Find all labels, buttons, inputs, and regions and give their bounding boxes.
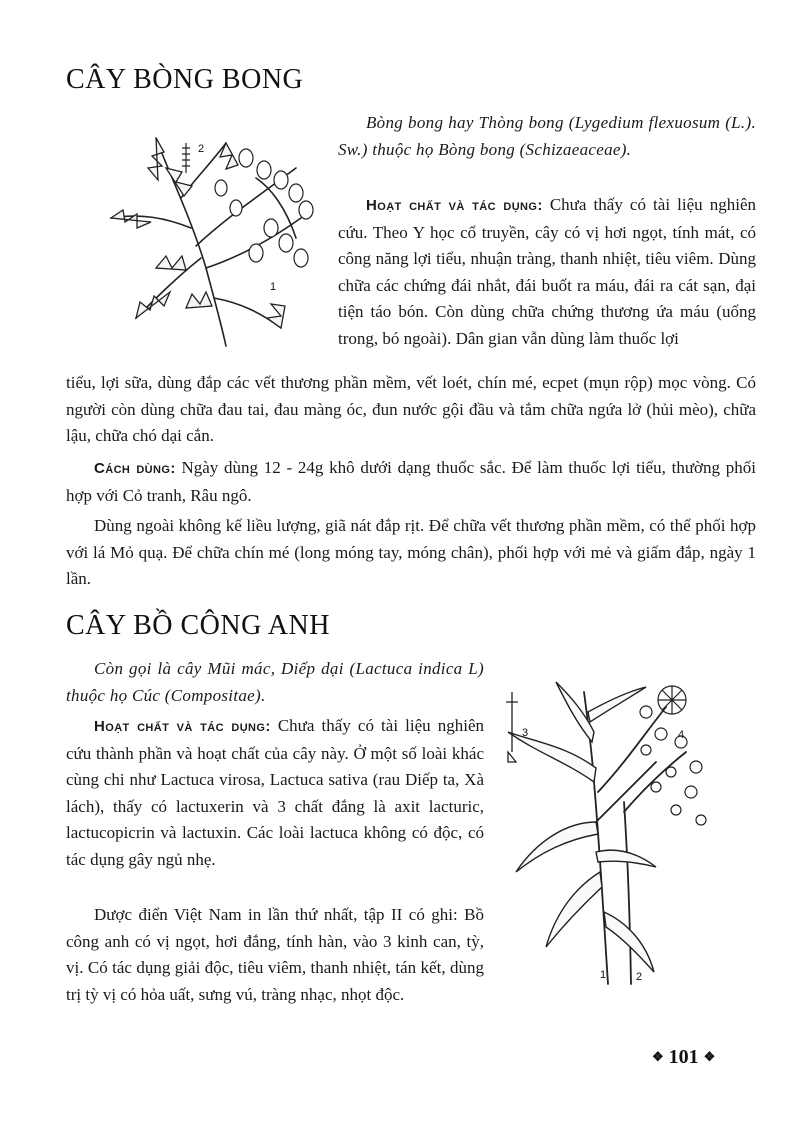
bong-bong-figure-label-1: 1 [270,281,277,293]
bo-cong-anh-effects-text: Chưa thấy có tài liệu nghiên cứu thành phần và hoạt chất của cây này. Ở một số loài khác cùng chi như Lactuca virosa, Lactuca sativa (rau Diếp ta, Xà lách), thấy có lactuxerin và 3 chất đắng là axit lacturic, lactucopicrin và lactuxin. Các loài lactuca không có độc, có tác dụng gây ngủ nhẹ. [66,716,485,869]
bo-cong-anh-plant-illustration [496,672,718,990]
bong-bong-figure-label-2: 2 [198,143,205,155]
ornament-left-icon: ❖ [652,1049,664,1064]
bo-cong-anh-effects-paragraph [66,713,484,874]
bong-bong-usage-label: Cách dùng: [94,460,176,477]
bong-bong-effects-continuation: tiểu, lợi sữa, dùng đắp các vết thương phần mềm, vết loét, chín mé, ecpet (mụn rộp) mọc vòng. Có người còn dùng chữa đau tai, đau màng óc, đun nước gội đầu và tắm chữa ngứa lở (hủi mèo), chữa lậu, chữa chó dại cắn. [66,373,756,446]
page-number [652,1046,715,1069]
bo-cong-anh-figure-label-1: 1 [600,969,607,981]
section-title-bong-bong: CÂY BÒNG BONG [66,64,304,95]
bong-bong-plant-illustration [96,118,331,350]
bo-cong-anh-pharmacopoeia: Dược điển Việt Nam in lần thứ nhất, tập II có ghi: Bồ công anh có vị ngọt, hơi đắng, tính hàn, vào 3 kinh can, tỳ, vị. Có tác dụng giải độc, tiêu viêm, thanh nhiệt, tán kết, dùng trị tỳ vị có hỏa uất, sưng vú, tràng nhạc, nhọt độc. [66,905,484,1004]
page-number-value: 101 [668,1046,699,1068]
bo-cong-anh-figure-label-3: 3 [522,727,529,739]
bo-cong-anh-intro: Còn gọi là cây Mũi mác, Diếp dại (Lactuca indica L) thuộc họ Cúc (Compositae). [66,659,484,705]
ornament-right-icon: ❖ [703,1049,716,1064]
bong-bong-usage-text: Ngày dùng 12 - 24g khô dưới dạng thuốc sắc. Để làm thuốc lợi tiểu, thường phối hợp với Cỏ tranh, Râu ngô. [66,458,757,505]
bong-bong-external-use: Dùng ngoài không kể liều lượng, giã nát đắp rịt. Để chữa vết thương phần mềm, có thể phối hợp với lá Mỏ quạ. Để chữa chín mé (long móng tay, móng chân), phối hợp với mẻ và giấm đắp, ngày 1 lần. [66,516,756,589]
bong-bong-effects-paragraph [338,192,756,353]
bong-bong-effects-label: Hoạt chất và tác dụng: [366,197,543,214]
bong-bong-usage-paragraph [66,455,756,509]
section-title-bo-cong-anh: CÂY BỒ CÔNG ANH [66,610,330,641]
bo-cong-anh-effects-label: Hoạt chất và tác dụng: [94,718,271,735]
bong-bong-intro: Bòng bong hay Thòng bong (Lygedium flexuosum (L.). Sw.) thuộc họ Bòng bong (Schizaeaceae). [338,113,756,159]
bo-cong-anh-figure-label-4: 4 [678,729,685,741]
bo-cong-anh-figure-label-2: 2 [636,971,643,983]
bong-bong-effects-text: Chưa thấy có tài liệu nghiên cứu. Theo Y học cổ truyền, cây có vị hơi ngọt, tính mát, có công năng lợi tiểu, nhuận tràng, thanh nhiệt, tiêu viêm. Dùng chữa các chứng đái nhắt, đái buốt ra máu, đái ra cát sạn, đại tiện táo bón. Còn dùng chữa chứng thương ứa máu (uống trong, bó ngoài). Dân gian vẫn dùng làm thuốc lợi [338,195,757,348]
